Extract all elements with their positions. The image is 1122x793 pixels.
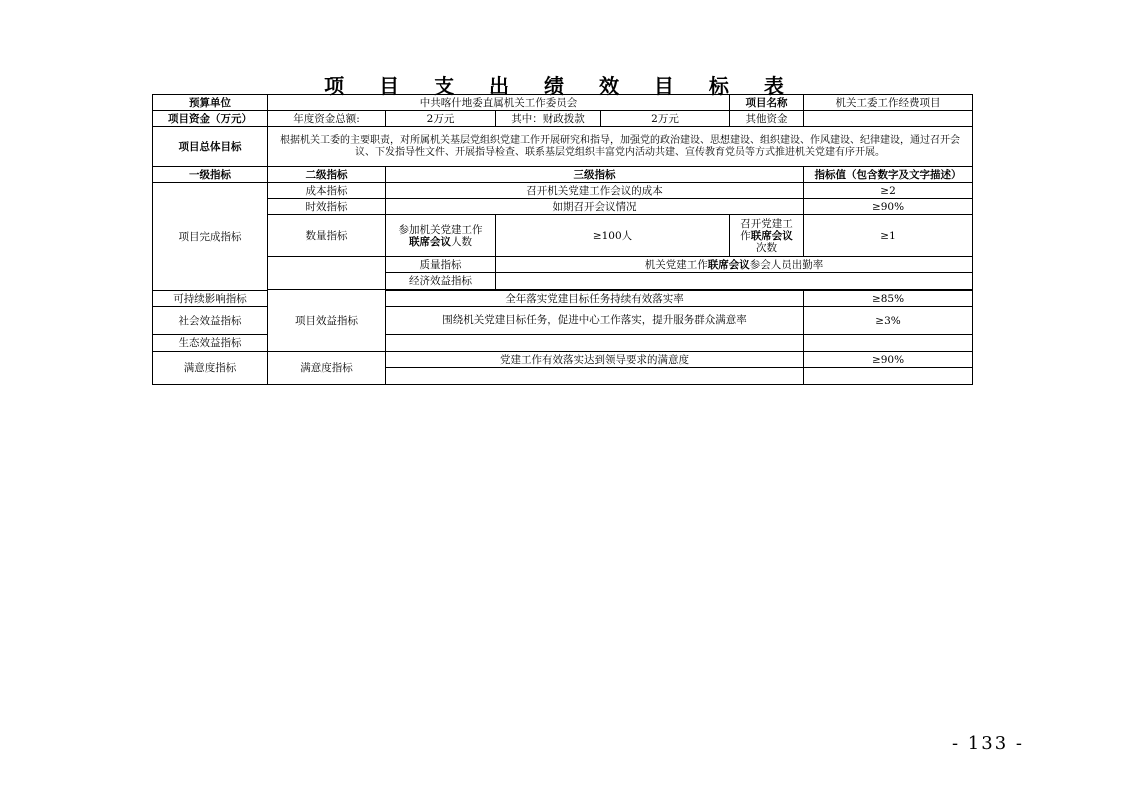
cost-level2: 成本指标	[268, 183, 386, 199]
quantity-extension-cell	[268, 257, 386, 290]
cost-level3: 召开机关党建工作会议的成本	[386, 183, 804, 199]
timeliness-value: ≥90%	[804, 199, 973, 215]
fiscal-split-cell	[496, 111, 730, 127]
social-value: ≥3%	[804, 307, 973, 335]
annual-total-value: 2万元	[386, 111, 496, 127]
quantity-item2-bold: 联席会议	[750, 229, 793, 242]
fiscal-label: 其中：财政拨款	[496, 111, 601, 126]
ecological-value	[804, 335, 973, 352]
economic-level3	[496, 273, 973, 290]
quantity-row	[153, 215, 973, 257]
satisfaction-level1: 满意度指标	[153, 352, 268, 385]
budget-unit-row	[153, 95, 973, 111]
overall-goal-text: 根据机关工委的主要职责，对所属机关基层党组织党建工作开展研究和指导，加强党的政治建设、思想建设、组织建设、作风建设、纪律建设，通过召开会议、下发指导性文件、开展指导检查、联系基层党组织丰富党内活动共建、宣传教育党员等方式推进机关党建有序开展。	[268, 127, 973, 167]
quality-level3-post: 参会人员出勤率	[749, 258, 824, 271]
quantity-level2: 数量指标	[268, 215, 386, 257]
other-funds-label: 其他资金	[730, 111, 804, 127]
overall-goal-label: 项目总体目标	[153, 127, 268, 167]
quantity-item1-bold: 联席会议	[409, 235, 451, 248]
quality-level2: 质量指标	[386, 257, 496, 273]
header-level3: 三级指标	[386, 167, 804, 183]
sustainable-level1: 可持续影响指标	[153, 291, 268, 307]
economic-level2: 经济效益指标	[386, 273, 496, 290]
quantity-item1-value: ≥100人	[496, 215, 730, 257]
project-name-label: 项目名称	[730, 95, 804, 111]
sustainable-value: ≥85%	[804, 291, 973, 307]
ecological-level3	[386, 335, 804, 352]
annual-total-label: 年度资金总额:	[268, 111, 386, 127]
social-level3: 围绕机关党建目标任务，促进中心工作落实，提升服务群众满意率	[386, 307, 804, 335]
social-level1: 社会效益指标	[153, 307, 268, 335]
sustainable-level3: 全年落实党建目标任务持续有效落实率	[386, 291, 804, 307]
fiscal-value: 2万元	[651, 112, 679, 125]
satisfaction-level2: 满意度指标	[268, 352, 386, 385]
timeliness-level2: 时效指标	[268, 199, 386, 215]
quality-level3-pre: 机关党建工作	[644, 258, 708, 271]
quality-level3	[496, 257, 973, 273]
quantity-item2-label	[730, 215, 804, 257]
satisfaction-row	[153, 352, 973, 368]
satisfaction-value: ≥90%	[804, 352, 973, 368]
cost-value: ≥2	[804, 183, 973, 199]
quantity-item2-pre: 作	[740, 229, 751, 242]
overall-goal-row	[153, 127, 973, 167]
funds-label: 项目资金（万元）	[153, 111, 268, 127]
quantity-item2-value: ≥1	[804, 215, 973, 257]
quality-level3-bold: 联席会议	[707, 258, 750, 271]
header-row	[153, 167, 973, 183]
other-funds-value	[804, 111, 973, 127]
satisfaction-level3: 党建工作有效落实达到领导要求的满意度	[386, 352, 804, 368]
quantity-item2-line3: 次数	[756, 241, 778, 254]
timeliness-row	[153, 199, 973, 215]
funds-row	[153, 111, 973, 127]
project-name-value: 机关工委工作经费项目	[804, 95, 973, 111]
quantity-item2-line1: 召开党建工	[740, 217, 793, 230]
quantity-item1-line1: 参加机关党建工作	[398, 223, 483, 236]
ecological-level1: 生态效益指标	[153, 335, 268, 352]
header-level1: 一级指标	[153, 167, 268, 183]
page-number: - 133 -	[952, 733, 1024, 754]
header-level2: 二级指标	[268, 167, 386, 183]
benefit-level2: 项目效益指标	[268, 290, 386, 352]
satisfaction-empty-value	[804, 368, 973, 385]
budget-unit-label: 预算单位	[153, 95, 268, 111]
budget-unit-value: 中共喀什地委直属机关工作委员会	[268, 95, 730, 111]
header-value: 指标值（包含数字及文字描述）	[804, 167, 973, 183]
quality-row	[153, 257, 973, 273]
timeliness-level3: 如期召开会议情况	[386, 199, 804, 215]
completion-level1: 项目完成指标	[153, 183, 268, 291]
quantity-item1-rest: 人数	[451, 235, 472, 248]
quantity-item1-label	[386, 215, 496, 257]
performance-goal-table	[152, 94, 973, 385]
satisfaction-empty-level3	[386, 368, 804, 385]
page-title: 项 目 支 出 绩 效 目 标 表	[324, 74, 798, 98]
cost-row	[153, 183, 973, 199]
